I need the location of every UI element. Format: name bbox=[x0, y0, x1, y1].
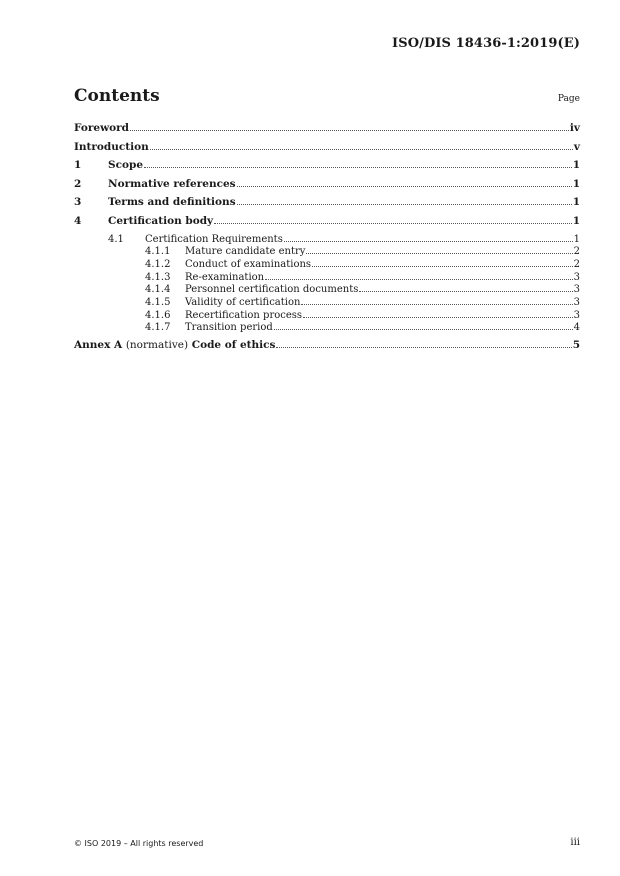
toc-entry-certification-requirements[interactable] bbox=[74, 234, 580, 247]
page-number: iii bbox=[570, 837, 580, 848]
dot-leader bbox=[284, 240, 573, 242]
toc-entry-conduct-of-examinations[interactable] bbox=[74, 259, 580, 272]
annex-qualifier: (normative) bbox=[125, 339, 189, 352]
toc-entry-title bbox=[74, 339, 275, 351]
toc-entry-normative-references[interactable] bbox=[74, 178, 580, 197]
toc-entry-page: 1 bbox=[572, 177, 580, 190]
page-column-label: Page bbox=[557, 94, 580, 104]
toc-entry-scope[interactable] bbox=[74, 159, 580, 178]
dot-leader bbox=[237, 185, 572, 187]
toc-entry-title: Certification Requirements bbox=[145, 233, 283, 245]
document-identifier: ISO/DIS 18436-1:2019(E) bbox=[392, 36, 580, 51]
toc-entry-page: 3 bbox=[573, 297, 580, 308]
toc-entry-page: 5 bbox=[572, 339, 580, 352]
dot-leader bbox=[359, 290, 572, 292]
copyright-notice: © ISO 2019 – All rights reserved bbox=[74, 839, 204, 848]
toc-entry-title: Normative references bbox=[108, 177, 236, 190]
contents-heading-row bbox=[74, 86, 580, 106]
dot-leader bbox=[276, 346, 571, 348]
toc-entry-title: Personnel certification documents bbox=[185, 284, 359, 296]
dot-leader bbox=[303, 316, 573, 318]
toc-entry-recertification-process[interactable] bbox=[74, 310, 580, 323]
toc-entry-title: Mature candidate entry bbox=[185, 246, 306, 258]
toc-entry-page: 4 bbox=[573, 322, 580, 334]
dot-leader bbox=[312, 265, 573, 267]
table-of-contents bbox=[74, 122, 580, 358]
toc-entry-introduction[interactable] bbox=[74, 141, 580, 160]
toc-entry-page: 3 bbox=[573, 271, 580, 283]
toc-entry-number: 4.1.2 bbox=[145, 258, 171, 270]
toc-entry-number: 4.1.5 bbox=[145, 297, 171, 308]
toc-entry-page: 3 bbox=[573, 284, 580, 296]
toc-entry-title: Re-examination bbox=[185, 271, 265, 283]
toc-entry-title: Recertification process bbox=[185, 309, 303, 321]
toc-entry-page: 1 bbox=[572, 196, 580, 209]
toc-entry-transition-period[interactable] bbox=[74, 322, 580, 335]
dot-leader bbox=[144, 166, 572, 168]
annex-title: Code of ethics bbox=[191, 339, 276, 352]
toc-entry-number: 1 bbox=[74, 159, 82, 172]
toc-entry-re-examination[interactable] bbox=[74, 272, 580, 285]
dot-leader bbox=[150, 148, 573, 150]
toc-entry-page: 1 bbox=[572, 159, 580, 172]
toc-entry-personnel-certification-documents[interactable] bbox=[74, 284, 580, 297]
toc-entry-number: 4 bbox=[74, 214, 82, 227]
toc-entry-page: 1 bbox=[573, 233, 580, 245]
dot-leader bbox=[265, 278, 573, 280]
toc-entry-title: Conduct of examinations bbox=[185, 258, 312, 270]
toc-entry-number: 4.1 bbox=[108, 233, 124, 245]
toc-entry-title: Certification body bbox=[108, 214, 214, 227]
toc-entry-title: Introduction bbox=[74, 140, 149, 153]
toc-entry-title: Validity of certification bbox=[185, 297, 301, 308]
dot-leader bbox=[214, 222, 572, 224]
toc-entry-terms-definitions[interactable] bbox=[74, 196, 580, 215]
toc-entry-page: 1 bbox=[572, 214, 580, 227]
dot-leader bbox=[274, 328, 573, 330]
toc-entry-page: iv bbox=[569, 122, 580, 134]
toc-entry-number: 4.1.3 bbox=[145, 271, 171, 283]
dot-leader bbox=[130, 129, 569, 131]
toc-entry-page: v bbox=[573, 140, 580, 153]
toc-entry-page: 3 bbox=[573, 309, 580, 321]
toc-entry-number: 2 bbox=[74, 177, 82, 190]
toc-entry-validity-of-certification[interactable] bbox=[74, 297, 580, 310]
toc-entry-title: Terms and definitions bbox=[108, 196, 236, 209]
toc-entry-mature-candidate-entry[interactable] bbox=[74, 246, 580, 259]
dot-leader bbox=[237, 203, 572, 205]
toc-entry-number: 3 bbox=[74, 196, 82, 209]
dot-leader bbox=[301, 303, 572, 305]
toc-entry-page: 2 bbox=[573, 258, 580, 270]
annex-prefix: Annex A bbox=[74, 339, 123, 352]
toc-entry-number: 4.1.7 bbox=[145, 322, 171, 334]
toc-entry-page: 2 bbox=[573, 246, 580, 258]
toc-entry-title: Scope bbox=[108, 159, 144, 172]
toc-entry-certification-body[interactable] bbox=[74, 215, 580, 234]
toc-entry-title: Foreword bbox=[74, 122, 130, 134]
toc-entry-annex-a[interactable] bbox=[74, 339, 580, 358]
toc-entry-number: 4.1.1 bbox=[145, 246, 171, 258]
dot-leader bbox=[306, 252, 572, 254]
contents-title: Contents bbox=[74, 86, 160, 106]
toc-entry-title: Transition period bbox=[185, 322, 273, 334]
toc-entry-foreword[interactable] bbox=[74, 122, 580, 141]
toc-entry-number: 4.1.4 bbox=[145, 284, 171, 296]
toc-entry-number: 4.1.6 bbox=[145, 309, 171, 321]
